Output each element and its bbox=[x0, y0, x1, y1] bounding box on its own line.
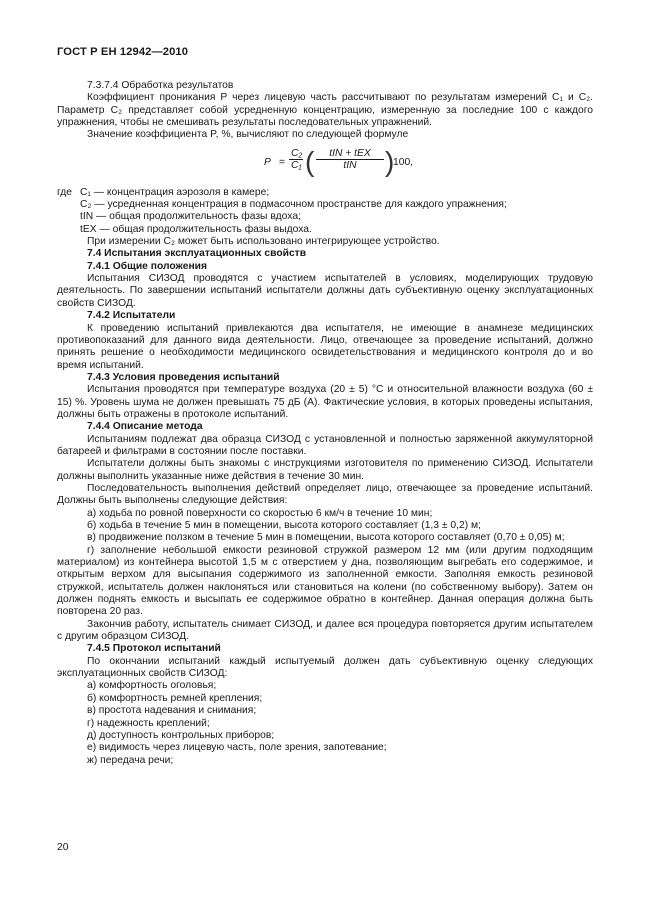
formula-multiplier: 100, bbox=[393, 156, 414, 168]
formula-lhs: P bbox=[264, 156, 271, 168]
paragraph: К проведению испытаний привлекаются два испытателя, не имеющие в анамнезе медицинских противопоказаний для данного вида деятельности. Лицо, отвечающее за проведение испытаний, должно принять решение о необходимости медицинского освидетельствования и медицинского контроля до и во время испытаний. bbox=[57, 322, 593, 371]
paragraph: Испытания проводятся при температуре воздуха (20 ± 5) °С и относительной влажности воздуха (60 ± 15) %. Уровень шума не должен превышать 75 дБ (А). Фактические условия, в которых проведены испытания, должны быть отражены в протоколе испытаний. bbox=[57, 384, 593, 420]
def-tex: tEX — общая продолжительность фазы выдоха. bbox=[80, 223, 312, 235]
list-item: ж) передача речи; bbox=[87, 754, 174, 766]
paragraph: Испытатели должны быть знакомы с инструкциями изготовителя по применению СИЗОД. Испытатели должны выполнить указанные ниже действия в течение 30 мин. bbox=[57, 458, 593, 482]
list-item: г) надежность креплений; bbox=[87, 717, 210, 729]
paragraph: Коэффициент проникания P через лицевую часть рассчитывают по результатам измерений C₁ и C₂. Параметр C₂ представляет собой усредненную концентрацию, измеренную за последние 100 с каждого упражнения, чтобы не смешивать результаты последовательных упражнений. bbox=[57, 92, 593, 129]
section-title-7-4: 7.4 Испытания эксплуатационных свойств bbox=[87, 248, 307, 260]
section-title-7-4-4: 7.4.4 Описание метода bbox=[87, 421, 203, 433]
section-title-7-4-5: 7.4.5 Протокол испытаний bbox=[87, 643, 221, 655]
def-c1: C₁ — концентрация аэрозоля в камере; bbox=[80, 186, 270, 198]
paragraph: При измерении C₂ может быть использовано интегрирующее устройство. bbox=[87, 236, 440, 248]
section-title-7-4-1: 7.4.1 Общие положения bbox=[87, 260, 207, 272]
section-title-7-4-3: 7.4.3 Условия проведения испытаний bbox=[87, 371, 280, 383]
right-paren: ) bbox=[385, 145, 395, 177]
list-item: г) заполнение небольшой емкости резиновой стружкой размером 12 мм (или другим подходящим материалом) из контейнера высотой 1,5 м с отверстием у дна, позволяющим выгребать его содержимое, и открытым верхом для высыпания содержимого из заполненной емкости. Заполняя емкость резиновой стружкой, испытатель должен наклоняться или становиться на колени (по собственному выбору). Затем он должен поднять емкость и высыпать ее содержимое обратно в контейнер. Данная операция должна быть повторена 20 раз. bbox=[57, 544, 593, 618]
list-item: в) простота надевания и снимания; bbox=[87, 705, 257, 717]
paragraph: Значение коэффициента P, %, вычисляют по следующей формуле bbox=[87, 129, 409, 141]
frac2-numerator: tIN + tEX bbox=[316, 148, 384, 160]
page-content bbox=[57, 80, 593, 767]
section-title-7-3-7-4: 7.3.7.4 Обработка результатов bbox=[87, 80, 234, 91]
paragraph: Испытания СИЗОД проводятся с участием испытателей в условиях, моделирующих трудовую деятельность. По завершении испытаний испытатели должны дать субъективную оценку эксплуатационных свойств СИЗОД. bbox=[57, 273, 593, 309]
list-item: б) ходьба в течение 5 мин в помещении, высота которого составляет (1,3 ± 0,2) м; bbox=[87, 520, 481, 531]
list-item: б) комфортность ремней крепления; bbox=[87, 692, 263, 704]
list-item: е) видимость через лицевую часть, поле зрения, запотевание; bbox=[87, 742, 387, 754]
frac2-denominator: tIN bbox=[343, 159, 357, 171]
def-c2: C₂ — усредненная концентрация в подмасочном пространстве для каждого упражнения; bbox=[80, 199, 507, 211]
def-tin: tIN — общая продолжительность фазы вдоха; bbox=[80, 211, 301, 223]
paragraph: По окончании испытаний каждый испытуемый должен дать субъективную оценку следующих эксплуатационных свойств СИЗОД: bbox=[57, 655, 593, 680]
formula-equals: = bbox=[279, 156, 286, 168]
penetration-formula bbox=[57, 145, 593, 183]
variable-definitions bbox=[57, 187, 593, 199]
paragraph: Закончив работу, испытатель снимает СИЗОД, и далее вся процедура повторяется другим испытателем с другим образцом СИЗОД. bbox=[57, 618, 593, 643]
list-item: в) продвижение ползком в течение 5 мин в помещении, высота которого составляет (0,70 ± 0,05) м; bbox=[87, 532, 565, 544]
formula-fraction-t bbox=[316, 148, 384, 171]
paragraph: Испытаниям подлежат два образца СИЗОД с установленной и полностью заряженной аккумуляторной батареей и фильтрами в состоянии после поставки. bbox=[57, 433, 593, 457]
left-paren: ( bbox=[305, 145, 315, 177]
list-item: а) комфортность оголовья; bbox=[87, 680, 217, 692]
page-number: 20 bbox=[57, 842, 69, 853]
list-item: а) ходьба по ровной поверхности со скоростью 6 км/ч в течение 10 мин; bbox=[87, 507, 433, 519]
paragraph: Последовательность выполнения действий определяет лицо, отвечающее за проведение испытаний. Должны быть выполнены следующие действия: bbox=[57, 482, 593, 507]
formula-fraction-c bbox=[289, 148, 303, 171]
frac1-denominator: C₁ bbox=[291, 159, 302, 171]
section-title-7-4-2: 7.4.2 Испытатели bbox=[87, 310, 176, 322]
frac1-numerator: C₂ bbox=[291, 147, 303, 159]
where-label: где bbox=[57, 186, 73, 198]
list-item: д) доступность контрольных приборов; bbox=[87, 729, 275, 741]
standard-header: ГОСТ Р ЕН 12942—2010 bbox=[57, 46, 189, 58]
